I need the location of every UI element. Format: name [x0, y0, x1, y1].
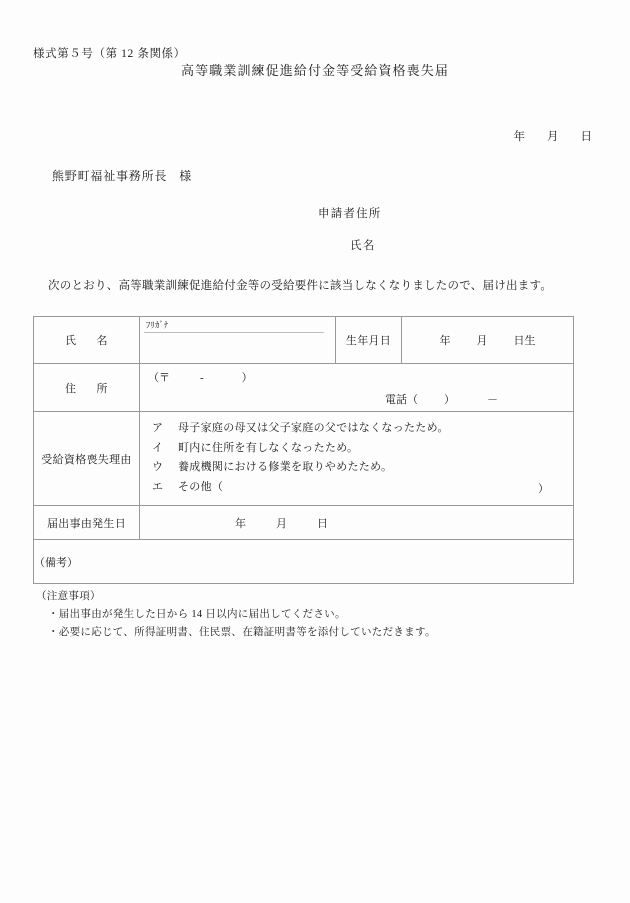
table-row-name — [34, 317, 574, 364]
reason-option-u[interactable] — [152, 458, 573, 478]
table-row-occurrence-date — [34, 506, 574, 540]
occurrence-day-label: 日 — [317, 517, 328, 530]
reason-marker-e: エ — [152, 480, 164, 493]
dob-label-cell: 生年月日 — [336, 317, 402, 364]
address-label-2: 所 — [96, 382, 108, 395]
tel-dash: － — [487, 394, 498, 406]
date-year-label: 年 — [513, 131, 525, 143]
dob-value-cell[interactable] — [402, 317, 574, 364]
reason-value-cell[interactable] — [140, 412, 574, 506]
reason-text-i: 町内に住所を有しなくなったため。 — [178, 441, 359, 454]
notes-title: （注意事項） — [36, 591, 101, 602]
zip-field — [148, 369, 253, 385]
dob-day-label: 日生 — [513, 335, 536, 347]
zip-close: ） — [241, 372, 253, 384]
reason-option-i[interactable] — [152, 439, 573, 459]
reason-text-u: 養成機関における修業を取りやめたため。 — [178, 461, 393, 473]
zip-open: （〒 — [148, 372, 170, 384]
address-label-cell — [34, 364, 140, 412]
furigana-rule — [144, 332, 324, 333]
body-sentence: 次のとおり、高等職業訓練促進給付金等の受給要件に該当しなくなりましたので、届け出ます。 — [48, 280, 553, 292]
date-line — [0, 128, 592, 144]
remarks-label: （備考） — [34, 556, 78, 569]
reason-text-e: その他（ — [178, 480, 224, 493]
name-label: 氏 — [65, 335, 77, 347]
reason-options — [140, 412, 573, 505]
occurrence-value-cell[interactable] — [140, 506, 574, 540]
date-day-label: 日 — [580, 131, 592, 143]
note-item-2: ・必要に応じて、所得証明書、住民票、在籍証明書等を添付していただきます。 — [48, 627, 436, 638]
applicant-name-label: 氏名 — [350, 240, 376, 252]
tel-label: 電話（ — [385, 394, 418, 406]
occurrence-label-cell: 届出事由発生日 — [34, 506, 140, 540]
name-label-cell — [34, 317, 140, 364]
form-table — [33, 316, 574, 584]
reason-marker-u: ウ — [152, 461, 164, 473]
addressee-name: 熊野町福祉事務所長 — [52, 169, 168, 183]
reason-text-a: 母子家庭の母又は父子家庭の父ではなくなったため。 — [178, 422, 449, 434]
furigana-label: ﾌﾘｶﾞﾅ — [146, 320, 169, 330]
addressee — [52, 167, 192, 184]
note-item-1: ・届出事由が発生した日から 14 日以内に届出してください。 — [48, 609, 346, 620]
name-value-cell[interactable] — [140, 317, 336, 364]
applicant-address-label: 申請者住所 — [318, 208, 382, 220]
reason-option-a[interactable] — [152, 419, 573, 439]
dob-month-label: 月 — [476, 335, 488, 347]
remarks-cell[interactable] — [34, 540, 574, 584]
occurrence-month-label: 月 — [276, 517, 287, 530]
notes-section — [36, 588, 436, 642]
reason-marker-a: ア — [152, 422, 164, 434]
address-label: 住 — [65, 382, 77, 395]
name-label-2: 名 — [96, 335, 108, 347]
occurrence-year-label: 年 — [235, 517, 246, 530]
reason-marker-i: イ — [152, 441, 164, 454]
table-row-remarks — [34, 540, 574, 584]
telephone-field — [385, 391, 498, 407]
form-number: 様式第５号（第 12 条関係） — [33, 48, 186, 60]
occurrence-date-fields — [235, 515, 478, 531]
zip-dash: - — [200, 372, 204, 384]
addressee-honorific: 様 — [179, 169, 193, 183]
date-month-label: 月 — [547, 131, 559, 143]
table-row-reason — [34, 412, 574, 506]
table-row-address — [34, 364, 574, 412]
other-paren-close: ） — [538, 483, 549, 495]
document-title: 高等職業訓練促進給付金等受給資格喪失届 — [181, 63, 449, 78]
dob-year-label: 年 — [439, 335, 451, 347]
address-value-cell[interactable] — [140, 364, 574, 412]
tel-close: ） — [444, 394, 455, 406]
reason-label-cell: 受給資格喪失理由 — [34, 412, 140, 506]
reason-option-e[interactable] — [152, 478, 573, 498]
address-fields — [140, 364, 573, 411]
